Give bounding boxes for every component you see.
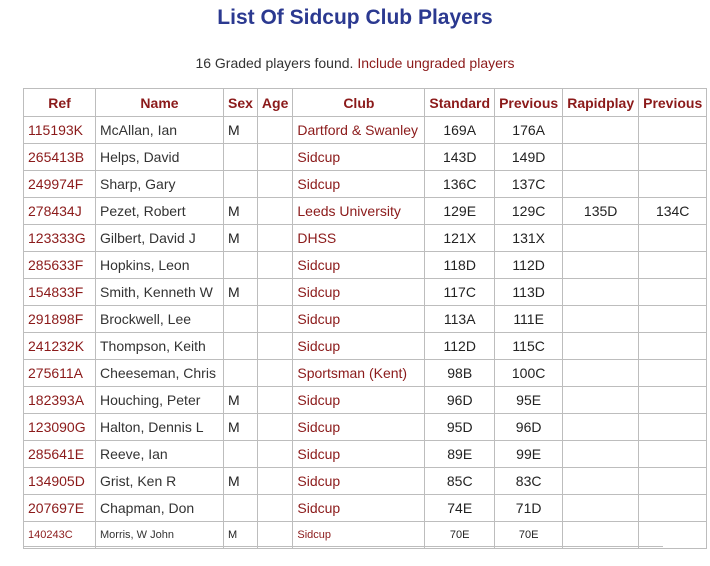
player-sex: M	[224, 117, 258, 144]
player-ref[interactable]: 291898F	[24, 306, 96, 333]
player-rapid-previous-grade	[639, 387, 707, 414]
player-sex	[224, 171, 258, 198]
table-header-row	[24, 89, 707, 117]
player-rapid-previous-grade	[639, 495, 707, 522]
player-ref[interactable]: 207697E	[24, 495, 96, 522]
player-standard-grade: 70E	[425, 522, 495, 549]
player-ref[interactable]: 278434J	[24, 198, 96, 225]
player-rapid-previous-grade	[639, 252, 707, 279]
player-sex: M	[224, 522, 258, 549]
player-previous-grade: 95E	[495, 387, 563, 414]
header-name: Name	[96, 89, 224, 117]
player-sex	[224, 333, 258, 360]
player-club[interactable]: Sidcup	[293, 306, 425, 333]
player-rapid-previous-grade	[639, 468, 707, 495]
player-name[interactable]: McAllan, Ian	[96, 117, 224, 144]
table-row	[24, 414, 707, 441]
table-row	[24, 144, 707, 171]
player-age	[257, 306, 292, 333]
table-row	[24, 279, 707, 306]
player-rapidplay-grade	[563, 414, 639, 441]
player-previous-grade: 129C	[495, 198, 563, 225]
player-standard-grade: 112D	[425, 333, 495, 360]
player-name[interactable]: Gilbert, David J	[96, 225, 224, 252]
players-table-body	[24, 117, 707, 549]
player-age	[257, 279, 292, 306]
player-standard-grade: 118D	[425, 252, 495, 279]
header-ref: Ref	[24, 89, 96, 117]
player-previous-grade: 112D	[495, 252, 563, 279]
player-standard-grade: 113A	[425, 306, 495, 333]
player-standard-grade: 143D	[425, 144, 495, 171]
table-row	[24, 171, 707, 198]
player-age	[257, 144, 292, 171]
player-rapid-previous-grade	[639, 225, 707, 252]
player-standard-grade: 96D	[425, 387, 495, 414]
player-rapid-previous-grade	[639, 441, 707, 468]
player-rapid-previous-grade	[639, 117, 707, 144]
player-age	[257, 117, 292, 144]
player-rapidplay-grade	[563, 333, 639, 360]
player-club[interactable]: Sidcup	[293, 252, 425, 279]
player-previous-grade: 96D	[495, 414, 563, 441]
player-rapidplay-grade: 135D	[563, 198, 639, 225]
player-rapidplay-grade	[563, 387, 639, 414]
player-rapid-previous-grade	[639, 333, 707, 360]
table-row	[24, 198, 707, 225]
header-rapidplay: Rapidplay	[563, 89, 639, 117]
player-club[interactable]: Sidcup	[293, 387, 425, 414]
player-age	[257, 441, 292, 468]
player-sex	[224, 144, 258, 171]
player-name[interactable]: Pezet, Robert	[96, 198, 224, 225]
table-row	[24, 522, 707, 549]
summary-count-text: 16 Graded players found.	[195, 55, 354, 71]
player-age	[257, 333, 292, 360]
player-name[interactable]: Grist, Ken R	[96, 468, 224, 495]
player-standard-grade: 169A	[425, 117, 495, 144]
header-club: Club	[293, 89, 425, 117]
table-row	[24, 495, 707, 522]
player-standard-grade: 89E	[425, 441, 495, 468]
table-row	[24, 468, 707, 495]
player-club[interactable]: Sidcup	[293, 333, 425, 360]
header-rapid-previous: Previous	[639, 89, 707, 117]
player-rapidplay-grade	[563, 360, 639, 387]
player-rapid-previous-grade	[639, 522, 707, 549]
player-rapidplay-grade	[563, 441, 639, 468]
player-standard-grade: 98B	[425, 360, 495, 387]
header-standard: Standard	[425, 89, 495, 117]
player-club[interactable]: Leeds University	[293, 198, 425, 225]
player-age	[257, 387, 292, 414]
player-previous-grade: 149D	[495, 144, 563, 171]
player-club[interactable]: Sidcup	[293, 171, 425, 198]
player-ref[interactable]: 285633F	[24, 252, 96, 279]
player-rapid-previous-grade	[639, 360, 707, 387]
player-ref[interactable]: 134905D	[24, 468, 96, 495]
player-age	[257, 171, 292, 198]
player-previous-grade: 113D	[495, 279, 563, 306]
player-previous-grade: 100C	[495, 360, 563, 387]
table-row	[24, 117, 707, 144]
player-name[interactable]: Houching, Peter	[96, 387, 224, 414]
player-previous-grade: 115C	[495, 333, 563, 360]
player-name[interactable]: Thompson, Keith	[96, 333, 224, 360]
player-standard-grade: 74E	[425, 495, 495, 522]
player-standard-grade: 95D	[425, 414, 495, 441]
player-previous-grade: 111E	[495, 306, 563, 333]
player-age	[257, 252, 292, 279]
player-rapid-previous-grade	[639, 144, 707, 171]
player-ref[interactable]: 123333G	[24, 225, 96, 252]
player-previous-grade: 99E	[495, 441, 563, 468]
header-previous: Previous	[495, 89, 563, 117]
player-club[interactable]: Sidcup	[293, 144, 425, 171]
player-club[interactable]: Dartford & Swanley	[293, 117, 425, 144]
player-sex	[224, 306, 258, 333]
player-ref[interactable]: 275611A	[24, 360, 96, 387]
table-row	[24, 333, 707, 360]
player-standard-grade: 117C	[425, 279, 495, 306]
player-sex: M	[224, 387, 258, 414]
player-rapidplay-grade	[563, 144, 639, 171]
player-sex: M	[224, 414, 258, 441]
player-name[interactable]: Helps, David	[96, 144, 224, 171]
page-title: List Of Sidcup Club Players	[217, 6, 493, 29]
player-rapidplay-grade	[563, 252, 639, 279]
player-name[interactable]: Smith, Kenneth W	[96, 279, 224, 306]
player-rapidplay-grade	[563, 495, 639, 522]
player-rapidplay-grade	[563, 171, 639, 198]
player-sex	[224, 495, 258, 522]
player-rapid-previous-grade	[639, 171, 707, 198]
player-club[interactable]: Sidcup	[293, 495, 425, 522]
player-sex	[224, 441, 258, 468]
player-previous-grade: 71D	[495, 495, 563, 522]
player-previous-grade: 70E	[495, 522, 563, 549]
table-row	[24, 306, 707, 333]
player-standard-grade: 85C	[425, 468, 495, 495]
player-age	[257, 360, 292, 387]
table-row	[24, 360, 707, 387]
player-rapidplay-grade	[563, 117, 639, 144]
player-sex	[224, 360, 258, 387]
player-club[interactable]: Sidcup	[293, 441, 425, 468]
player-rapidplay-grade	[563, 468, 639, 495]
player-club[interactable]: Sidcup	[293, 279, 425, 306]
player-sex: M	[224, 225, 258, 252]
player-rapid-previous-grade	[639, 306, 707, 333]
player-age	[257, 522, 292, 549]
player-ref[interactable]: 241232K	[24, 333, 96, 360]
table-row	[24, 252, 707, 279]
table-row	[24, 387, 707, 414]
player-rapidplay-grade	[563, 306, 639, 333]
player-age	[257, 414, 292, 441]
player-age	[257, 225, 292, 252]
player-age	[257, 468, 292, 495]
player-rapid-previous-grade	[639, 414, 707, 441]
header-age: Age	[257, 89, 292, 117]
player-name[interactable]: Chapman, Don	[96, 495, 224, 522]
player-name[interactable]: Hopkins, Leon	[96, 252, 224, 279]
player-club[interactable]: Sidcup	[293, 522, 425, 549]
player-ref[interactable]: 115193K	[24, 117, 96, 144]
header-sex: Sex	[224, 89, 258, 117]
table-row	[24, 441, 707, 468]
player-name[interactable]: Sharp, Gary	[96, 171, 224, 198]
player-club[interactable]: Sidcup	[293, 468, 425, 495]
player-previous-grade: 131X	[495, 225, 563, 252]
player-rapid-previous-grade: 134C	[639, 198, 707, 225]
player-name[interactable]: Cheeseman, Chris	[96, 360, 224, 387]
player-previous-grade: 83C	[495, 468, 563, 495]
player-standard-grade: 136C	[425, 171, 495, 198]
player-ref[interactable]: 154833F	[24, 279, 96, 306]
player-ref[interactable]: 265413B	[24, 144, 96, 171]
player-ref[interactable]: 182393A	[24, 387, 96, 414]
player-previous-grade: 137C	[495, 171, 563, 198]
player-age	[257, 495, 292, 522]
player-name[interactable]: Reeve, Ian	[96, 441, 224, 468]
player-sex	[224, 252, 258, 279]
player-rapidplay-grade	[563, 522, 639, 549]
player-standard-grade: 129E	[425, 198, 495, 225]
player-ref[interactable]: 249974F	[24, 171, 96, 198]
player-name[interactable]: Halton, Dennis L	[96, 414, 224, 441]
player-rapidplay-grade	[563, 279, 639, 306]
players-table	[23, 88, 707, 549]
player-rapidplay-grade	[563, 225, 639, 252]
player-name[interactable]: Brockwell, Lee	[96, 306, 224, 333]
player-club[interactable]: DHSS	[293, 225, 425, 252]
player-sex: M	[224, 468, 258, 495]
player-sex: M	[224, 279, 258, 306]
player-ref[interactable]: 140243C	[24, 522, 96, 549]
include-ungraded-link[interactable]: Include ungraded players	[357, 55, 515, 71]
player-ref[interactable]: 123090G	[24, 414, 96, 441]
player-standard-grade: 121X	[425, 225, 495, 252]
player-previous-grade: 176A	[495, 117, 563, 144]
player-name[interactable]: Morris, W John	[96, 522, 224, 549]
player-rapid-previous-grade	[639, 279, 707, 306]
table-row	[24, 225, 707, 252]
table-bottom-divider	[23, 546, 663, 547]
player-club[interactable]: Sidcup	[293, 414, 425, 441]
player-age	[257, 198, 292, 225]
player-club[interactable]: Sportsman (Kent)	[293, 360, 425, 387]
player-sex: M	[224, 198, 258, 225]
player-ref[interactable]: 285641E	[24, 441, 96, 468]
results-summary	[0, 55, 710, 71]
